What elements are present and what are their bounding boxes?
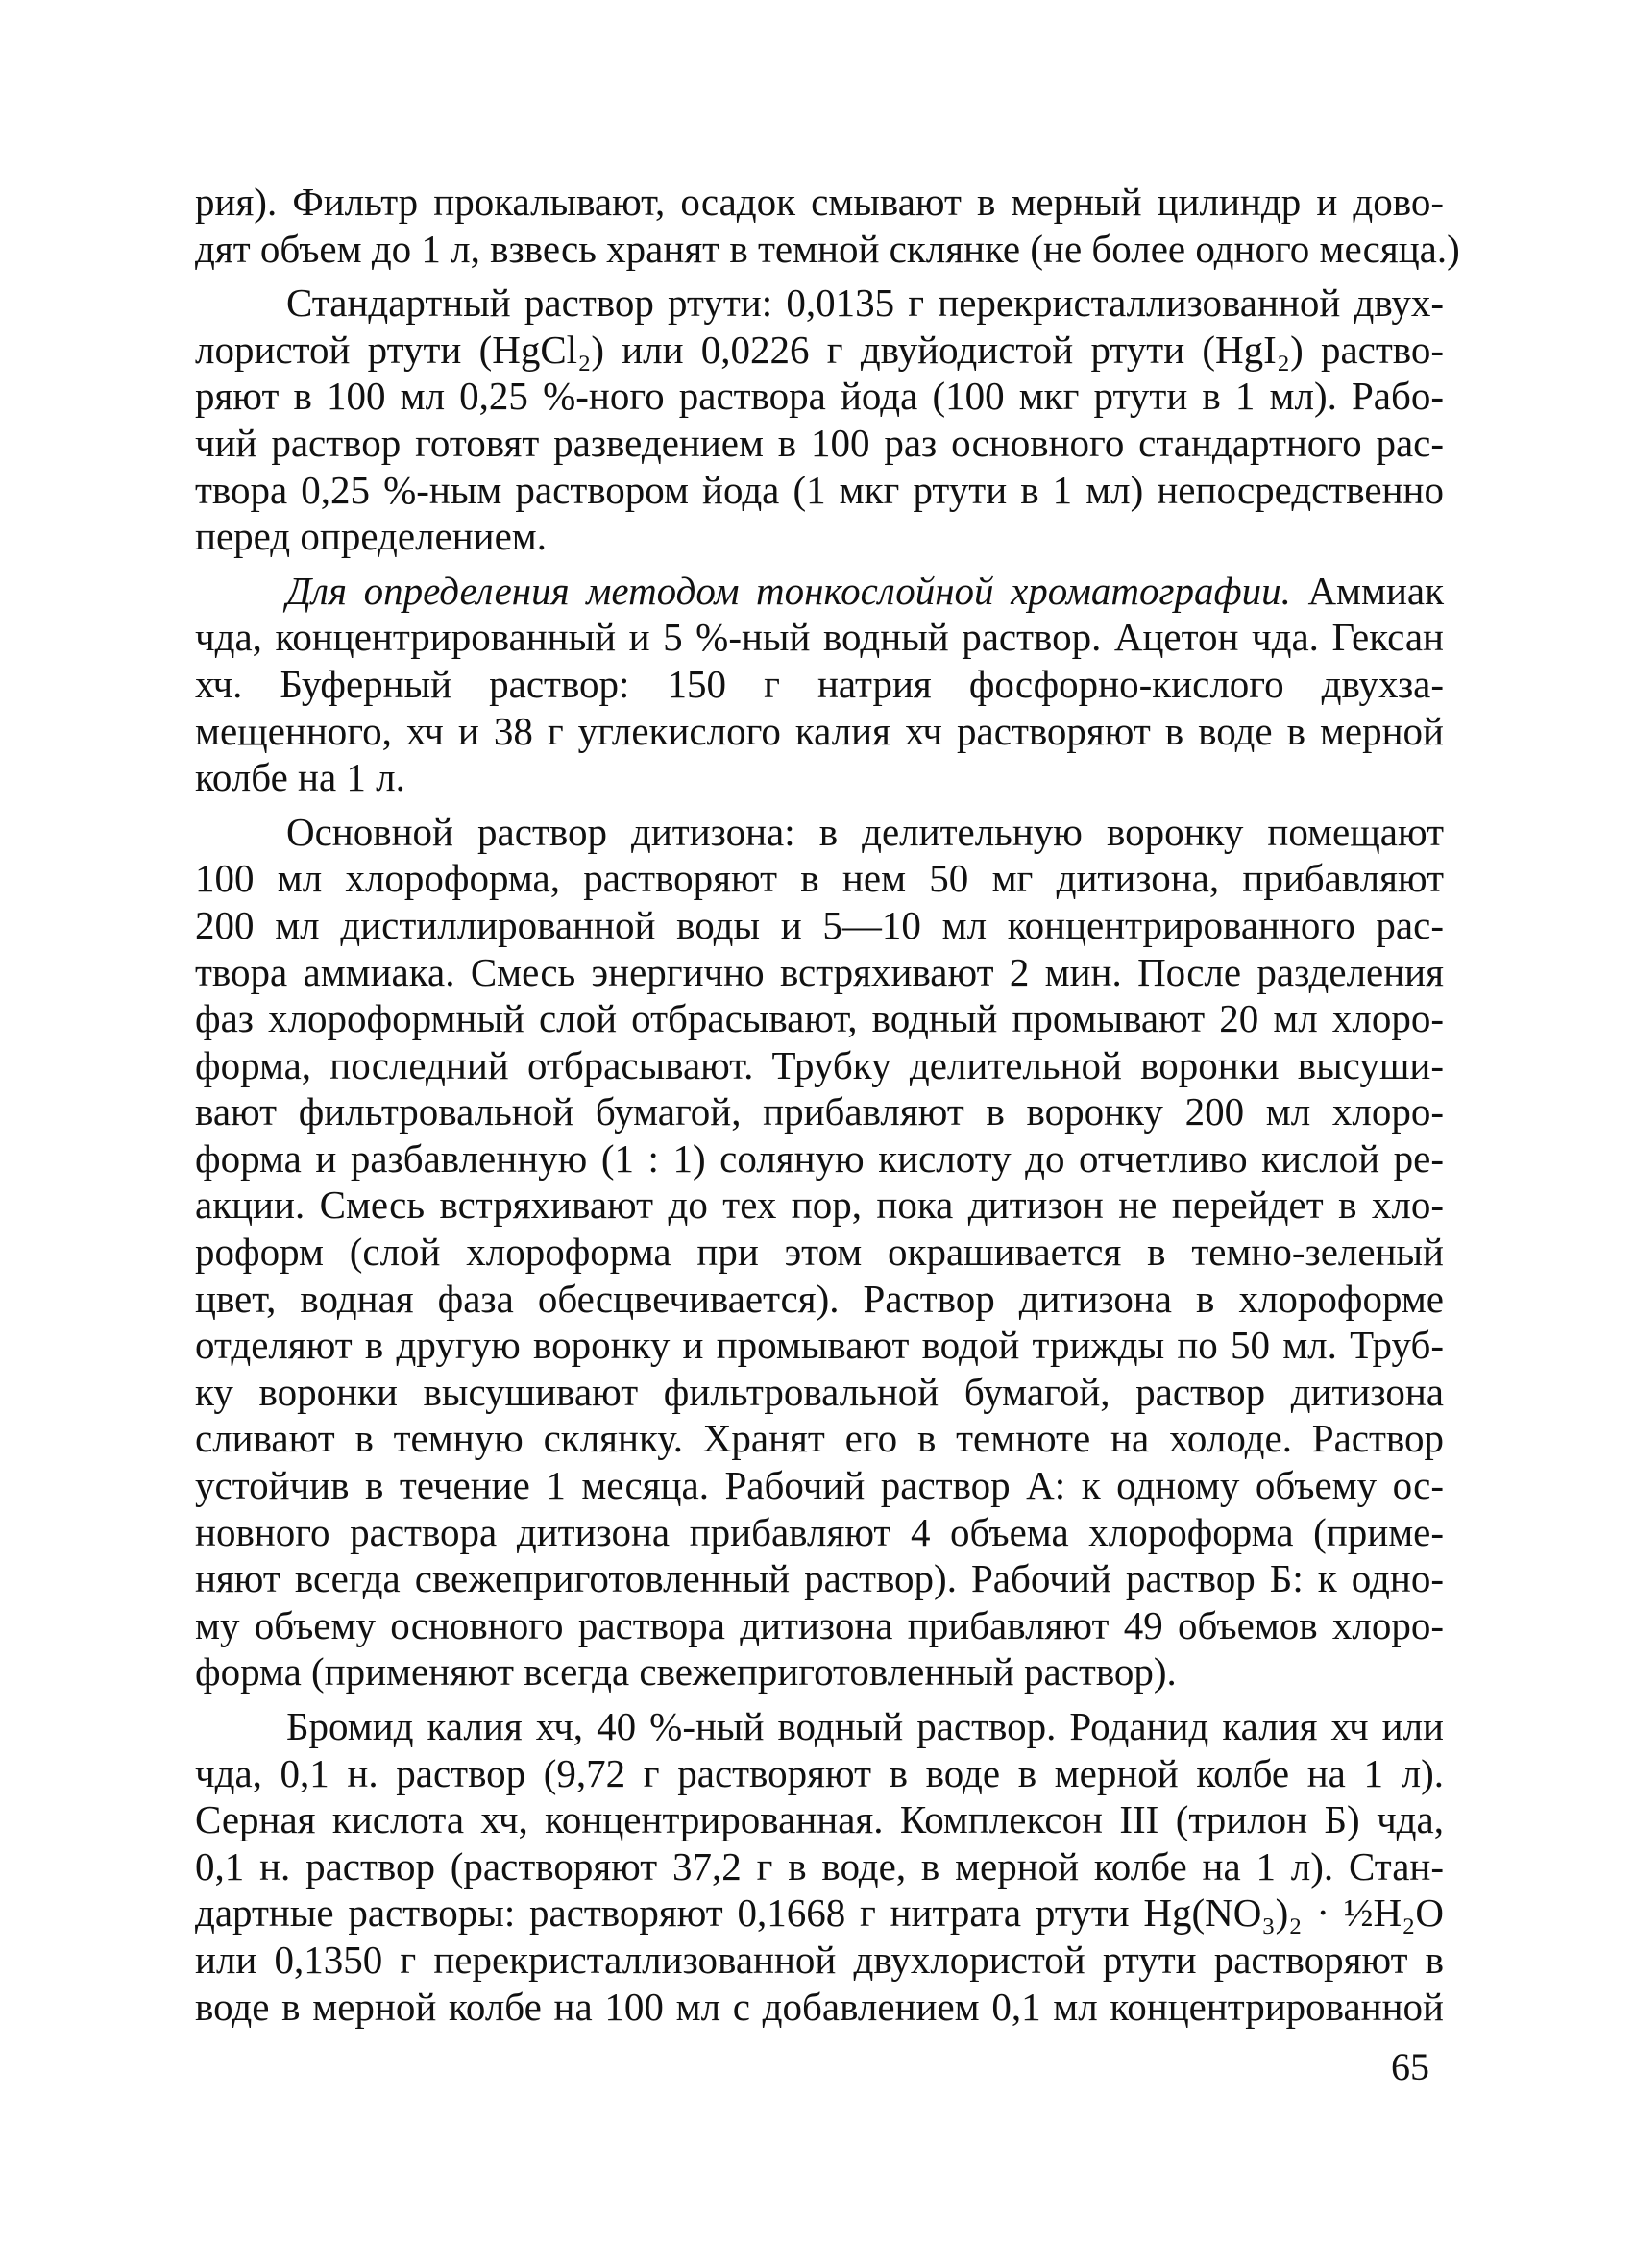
text-line: ряют в 100 мл 0,25 %-ного раствора йода (100 мкг ртути в 1 мл). Рабо-: [195, 374, 1444, 419]
text-line: твора 0,25 %-ным раствором йода (1 мкг ртути в 1 мл) непосредственно: [195, 467, 1444, 512]
text-line: акции. Смесь встряхивают до тех пор, пока дитизон не перейдет в хло-: [195, 1183, 1444, 1228]
text-line: чда, концентрированный и 5 %-ный водный раствор. Ацетон чда. Гексан: [195, 615, 1444, 660]
text-line: твора аммиака. Смесь энергично встряхивают 2 мин. После разделения: [195, 949, 1444, 994]
paragraph-tlc-reagents: [195, 568, 1444, 801]
text-line: колбе на 1 л.: [195, 755, 405, 800]
text-line: отделяют в другую воронку и промывают водой трижды по 50 мл. Труб-: [195, 1323, 1444, 1368]
text-line: лористой ртути (HgCl₂) или 0,0226 г двуйодистой ртути (HgI₂) раство-: [195, 327, 1444, 372]
text-line: Основной раствор дитизона: в делительную воронку помещают: [286, 809, 1444, 854]
text-line: мещенного, хч и 38 г углекислого калия хч растворяют в воде в мерной: [195, 708, 1444, 753]
text-line: или 0,1350 г перекристаллизованной двухлористой ртути растворяют в: [195, 1937, 1444, 1982]
text-line: ку воронки высушивают фильтровальной бумагой, раствор дитизона: [195, 1369, 1444, 1414]
text-line: устойчив в течение 1 месяца. Рабочий раствор А: к одному объему ос-: [195, 1463, 1444, 1508]
text-line: новного раствора дитизона прибавляют 4 объема хлороформа (приме-: [195, 1509, 1444, 1554]
text-line: Серная кислота хч, концентрированная. Комплексон III (трилон Б) чда,: [195, 1797, 1444, 1842]
paragraph-continuation: [195, 179, 1460, 272]
body-text: [195, 179, 1460, 2037]
text-line: рия). Фильтр прокалывают, осадок смывают в мерный цилиндр и дово-: [195, 180, 1444, 224]
page-number: 65: [1391, 2045, 1429, 2088]
text-line: Стандартный раствор ртути: 0,0135 г перекристаллизованной двух-: [286, 280, 1444, 326]
text-line: 0,1 н. раствор (растворяют 37,2 г в воде, в мерной колбе на 1 л). Стан-: [195, 1843, 1444, 1889]
text-line: роформ (слой хлороформа при этом окрашивается в темно-зеленый: [195, 1230, 1444, 1275]
text-line: вают фильтровальной бумагой, прибавляют в воронку 200 мл хлоро-: [195, 1089, 1444, 1134]
text-line: му объему основного раствора дитизона прибавляют 49 объемов хлоро-: [195, 1602, 1444, 1647]
text-line: чда, 0,1 н. раствор (9,72 г растворяют в воде в мерной колбе на 1 л).: [195, 1750, 1444, 1795]
text-line: форма и разбавленную (1 : 1) соляную кислоту до отчетливо кислой ре-: [195, 1135, 1444, 1181]
italic-section-heading: Для определения методом тонкослойной хроматографии.: [286, 568, 1291, 613]
text-line: цвет, водная фаза обесцвечивается). Раствор дитизона в хлороформе: [195, 1276, 1444, 1321]
text-line: чий раствор готовят разведением в 100 раз основного стандартного рас-: [195, 420, 1444, 465]
text-line: Бромид калия хч, 40 %-ный водный раствор. Роданид калия хч или: [286, 1704, 1444, 1748]
text-line: фаз хлороформный слой отбрасывают, водный промывают 20 мл хлоро-: [195, 996, 1444, 1041]
text-line: сливают в темную склянку. Хранят его в темноте на холоде. Раствор: [195, 1416, 1444, 1461]
text-line: 100 мл хлороформа, растворяют в нем 50 мг дитизона, прибавляют: [195, 856, 1444, 901]
text-line: воде в мерной колбе на 100 мл с добавлением 0,1 мл концентрированной: [195, 1984, 1444, 2029]
text-line: 200 мл дистиллированной воды и 5—10 мл концентрированного рас-: [195, 902, 1444, 947]
paragraph-standard-mercury-solution: [195, 280, 1444, 560]
text-line: няют всегда свежеприготовленный раствор). Рабочий раствор Б: к одно-: [195, 1556, 1444, 1601]
text-line: дартные растворы: растворяют 0,1668 г нитрата ртути Hg(NO₃)₂ · ½H₂O: [195, 1890, 1444, 1936]
paragraph-potassium-reagents: [195, 1703, 1444, 2030]
text-line: хч. Буферный раствор: 150 г натрия фосфорно-кислого двухза-: [195, 661, 1444, 706]
text-line: форма, последний отбрасывают. Трубку делительной воронки высуши-: [195, 1042, 1444, 1087]
text-fragment: Аммиак: [1290, 568, 1445, 613]
text-line: дят объем до 1 л, взвесь хранят в темной склянке (не более одного месяца.): [195, 226, 1460, 271]
text-line: форма (применяют всегда свежеприготовленный раствор).: [195, 1649, 1177, 1695]
text-line: перед определением.: [195, 514, 547, 559]
paragraph-dithizone-solution: [195, 809, 1444, 1695]
text-line: [195, 568, 1444, 615]
